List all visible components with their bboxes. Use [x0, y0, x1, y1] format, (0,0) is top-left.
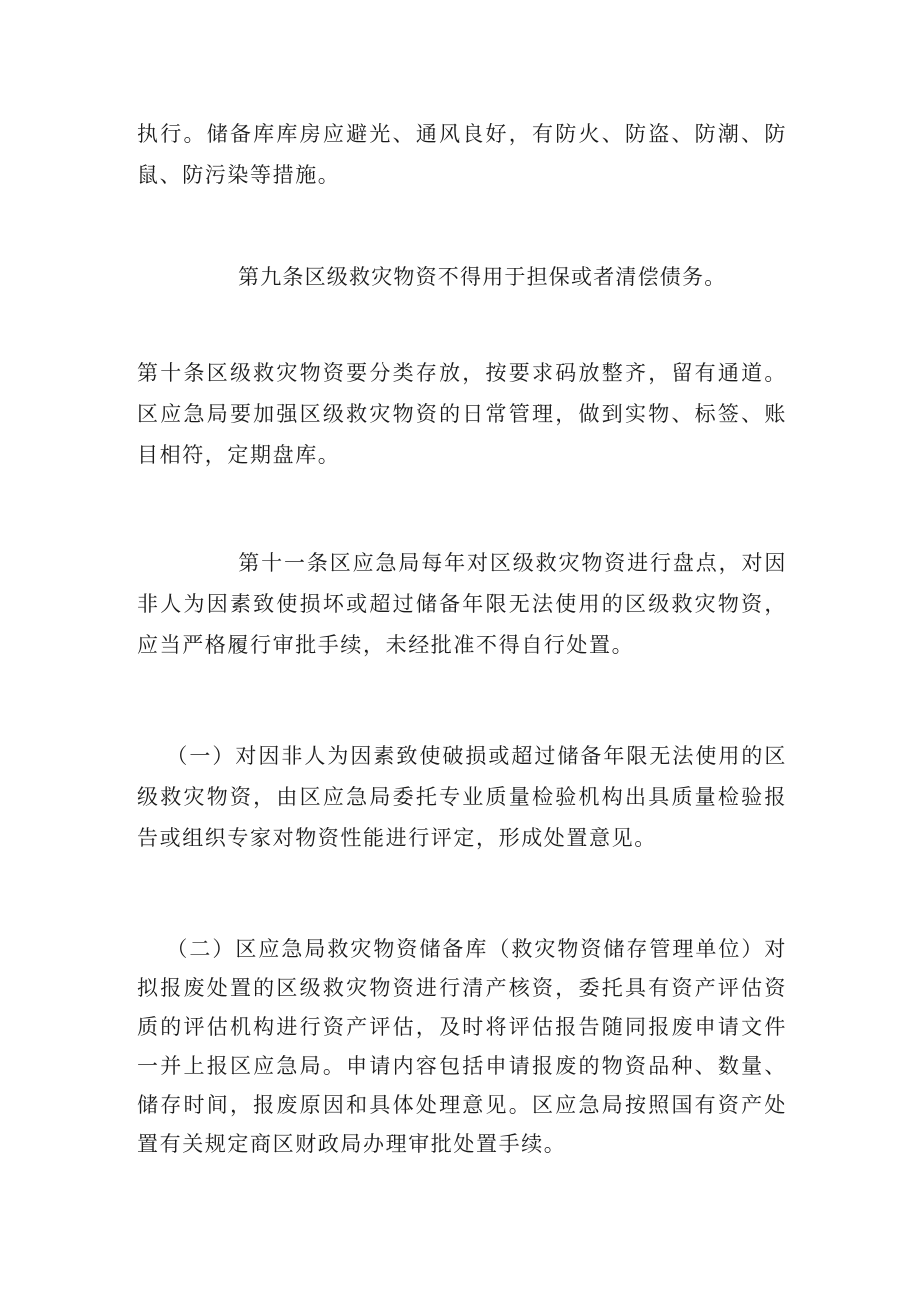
paragraph-article-10	[137, 353, 787, 476]
paragraph-text: 执行。储备库库房应避光、通风良好，有防火、防盗、防潮、防鼠、防污染等措施。	[137, 122, 787, 187]
paragraph-article-9	[137, 257, 787, 298]
paragraph-text: （一）对因非人为因素致使破损或超过储备年限无法使用的区级救灾物资，由区应急局委托专业质量检验机构出具质量检验报告或组织专家对物资性能进行评定，形成处置意见。	[137, 744, 787, 850]
paragraph-text: 第十条区级救灾物资要分类存放，按要求码放整齐，留有通道。区应急局要加强区级救灾物资的日常管理，做到实物、标签、账目相符，定期盘库。	[137, 361, 787, 467]
paragraph-item-2	[137, 930, 787, 1164]
paragraph-text: 第九条区级救灾物资不得用于担保或者清偿债务。	[238, 265, 727, 289]
paragraph-article-11	[137, 543, 787, 666]
paragraph-text: （二）区应急局救灾物资储备库（救灾物资储存管理单位）对拟报废处置的区级救灾物资进行清产核资，委托具有资产评估资质的评估机构进行资产评估，及时将评估报告随同报废申请文件一并上报区应急局。申请内容包括申请报废的物资品种、数量、储存时间，报废原因和具体处理意见。区应急局按照国有资产处置有关规定商区财政局办理审批处置手续。	[137, 937, 787, 1156]
paragraph-item-1	[137, 736, 787, 859]
paragraph-text: 第十一条区应急局每年对区级救灾物资进行盘点，对因非人为因素致使损坏或超过储备年限无法使用的区级救灾物资，应当严格履行审批手续，未经批准不得自行处置。	[137, 551, 787, 657]
paragraph-storage-conditions	[137, 114, 787, 196]
